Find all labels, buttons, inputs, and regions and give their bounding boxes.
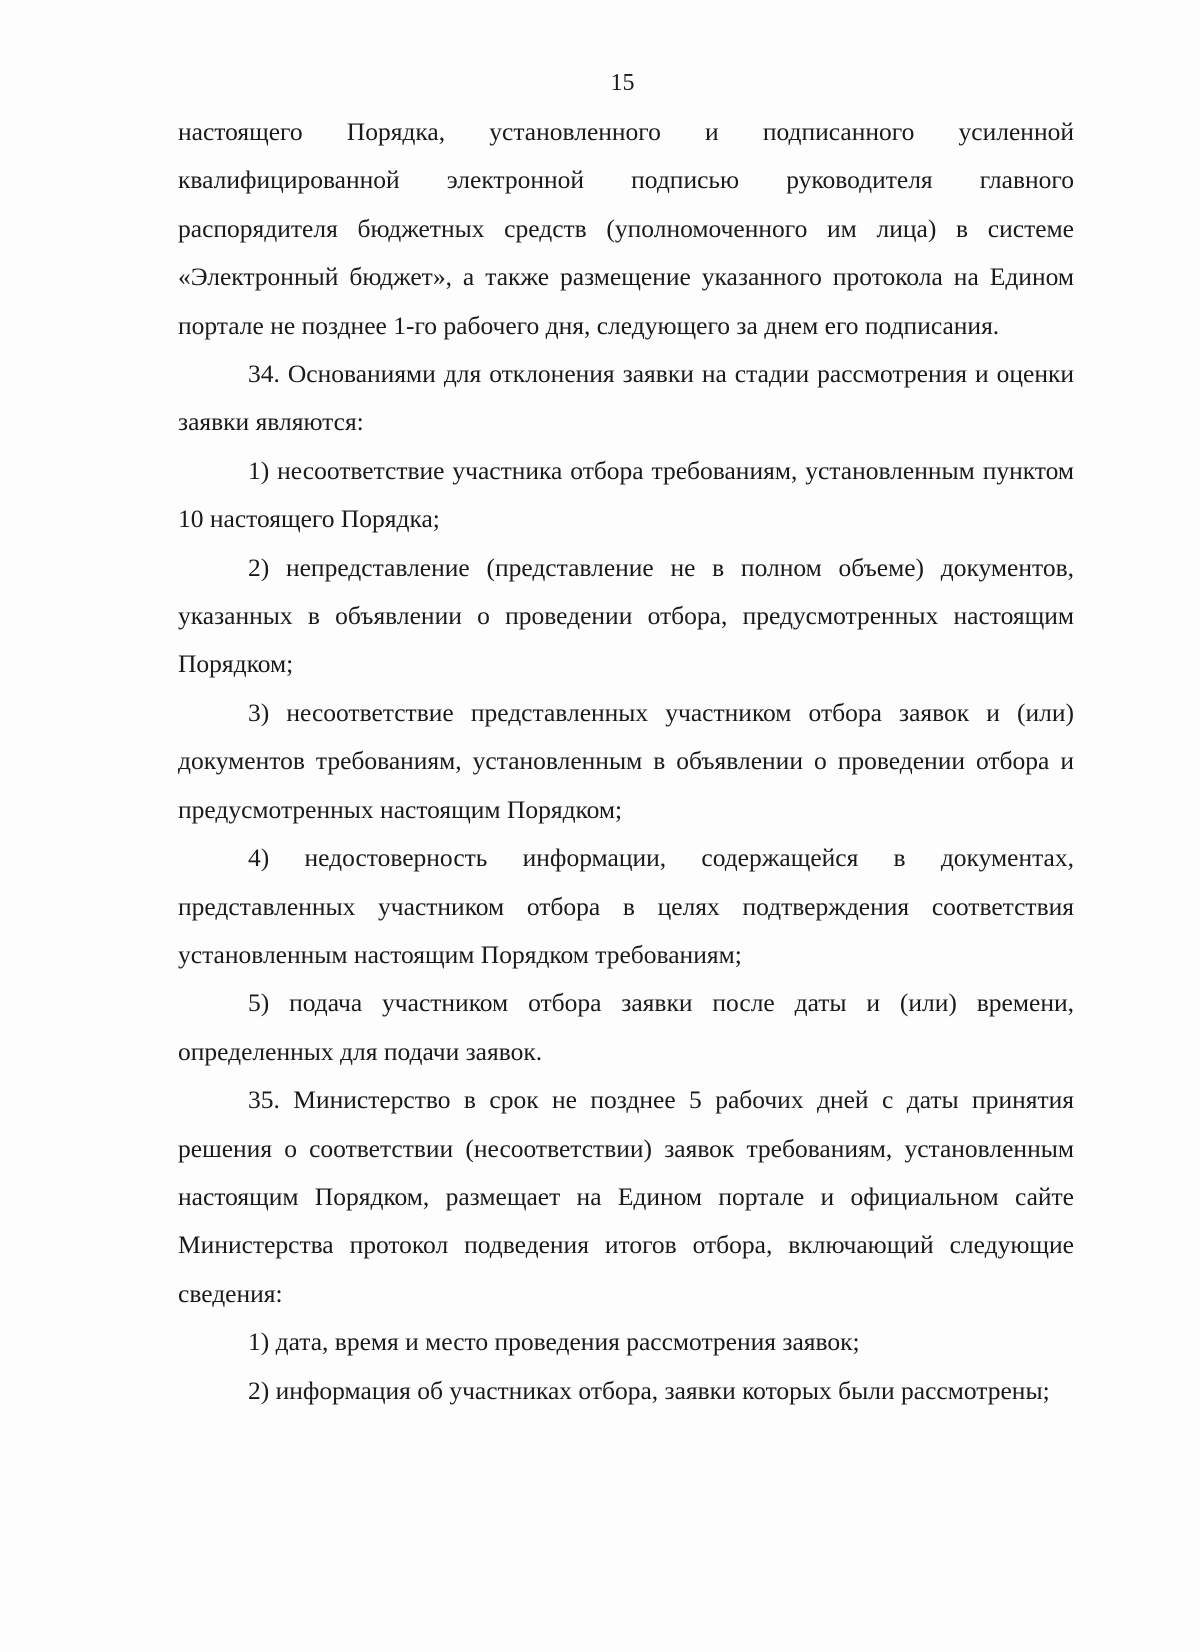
page-number: 15 (610, 70, 635, 96)
paragraph-34-item-3: 3) несоответствие представленных участником отбора заявок и (или) документов требованиям, установленным в объявлении о проведении отбора и предусмотренных настоящим Порядком; (178, 697, 1074, 824)
paragraph-34-item-4: 4) недостоверность информации, содержащейся в документах, представленных участником отбора в целях подтверждения соответствия установленным настоящим Порядком требованиям; (178, 843, 1074, 969)
document-body (178, 108, 1074, 1415)
paragraph-34-item-1: 1) несоответствие участника отбора требованиям, установленным пунктом 10 настоящего Порядка; (178, 455, 1074, 534)
paragraph-34-item-2: 2) непредставление (представление не в полном объеме) документов, указанных в объявлении о проведении отбора, предусмотренных настоящим Порядком; (178, 552, 1074, 679)
paragraph-35: 35. Министерство в срок не позднее 5 рабочих дней с даты принятия решения о соответствии (несоответствии) заявок требованиям, установленным настоящим Порядком, размещает на Едином портале и официальном сайте Министерства протокол подведения итогов отбора, включающий следующие сведения: (178, 1085, 1074, 1308)
paragraph-35-item-2: 2) информация об участниках отбора, заявки которых были рассмотрены; (248, 1375, 1050, 1405)
paragraph-35-item-1: 1) дата, время и место проведения рассмотрения заявок; (248, 1327, 860, 1357)
paragraph-34: 34. Основаниями для отклонения заявки на стадии рассмотрения и оценки заявки являются: (178, 359, 1074, 437)
paragraph-34-item-5: 5) подача участником отбора заявки после даты и (или) времени, определенных для подачи заявок. (178, 988, 1074, 1066)
paragraph-continuation: настоящего Порядка, установленного и подписанного усиленной квалифицированной электронной подписью руководителя главного распорядителя бюджетных средств (уполномоченного им лица) в системе «Электронный бюджет», а также размещение указанного протокола на Едином портале не позднее 1-го рабочего дня, следующего за днем его подписания. (178, 117, 1074, 340)
